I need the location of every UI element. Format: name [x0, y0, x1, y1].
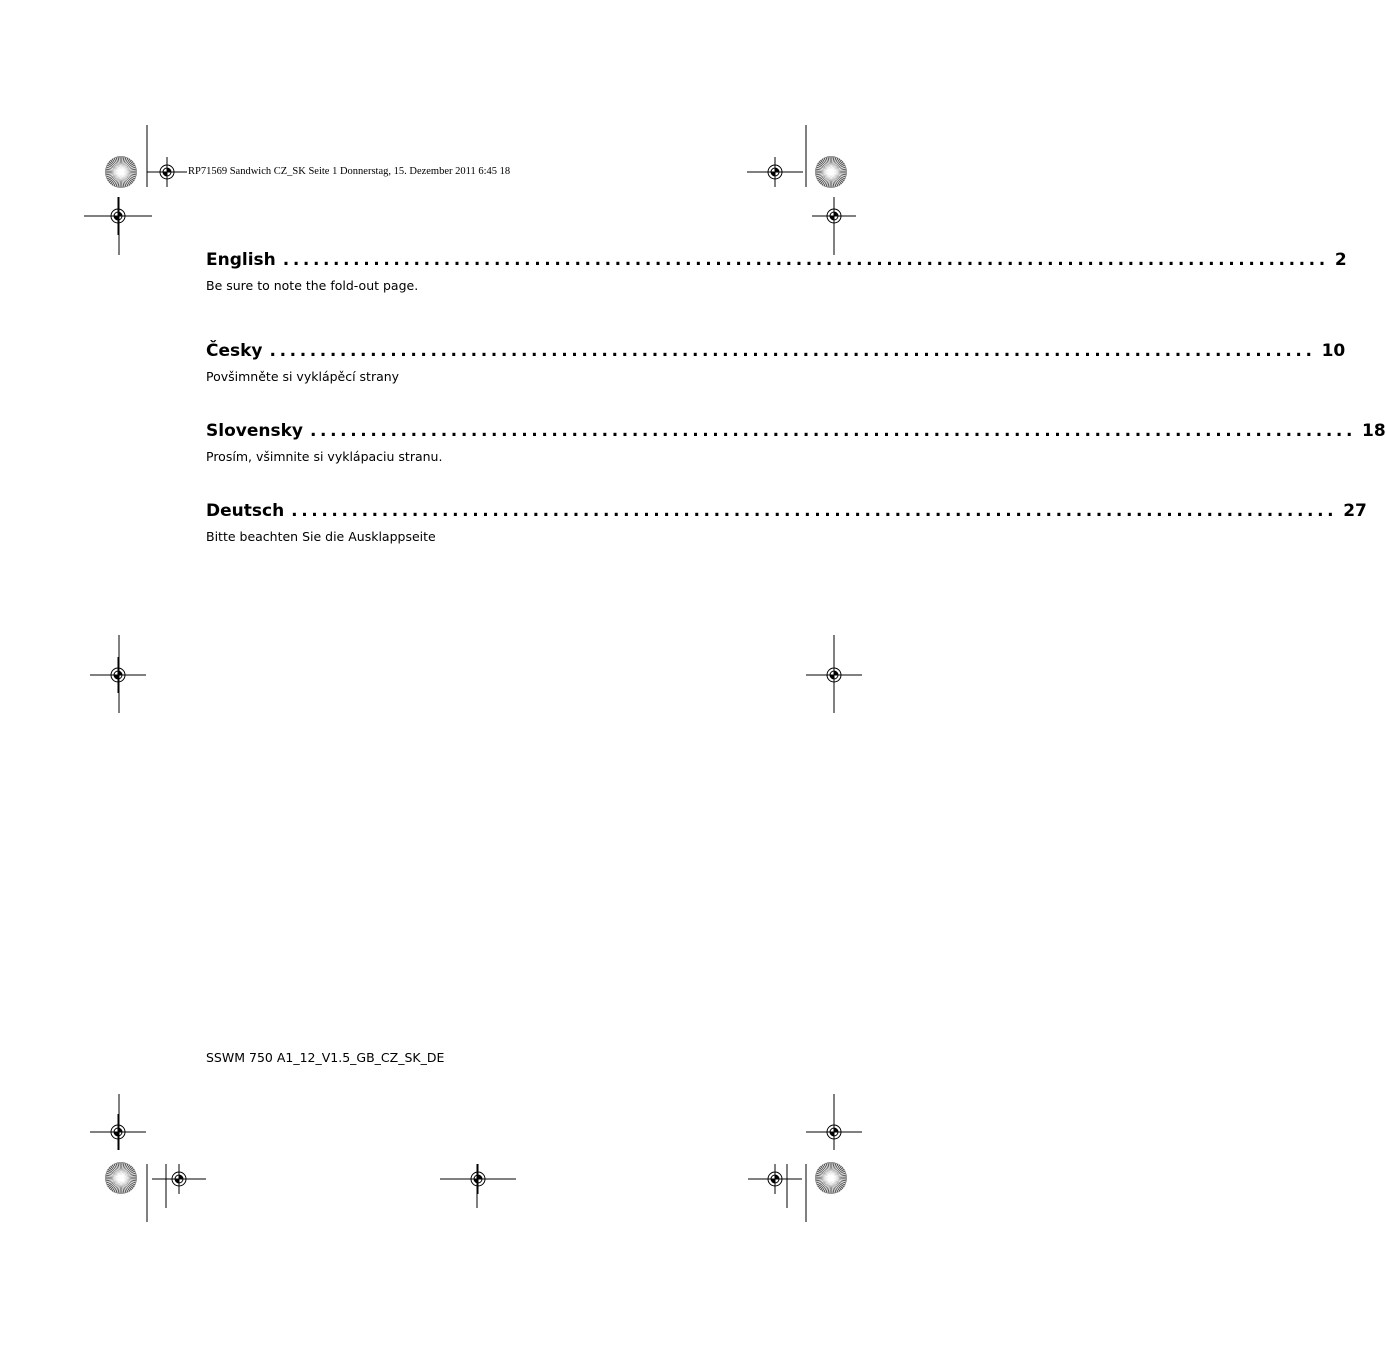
- toc-subtitle: Prosím, všimnite si vyklápaciu stranu.: [206, 449, 443, 464]
- toc-title: English: [206, 250, 276, 270]
- toc-dot-leader: ........................................................................................................: [282, 250, 1329, 270]
- toc-subtitle: Povšimněte si vyklápěcí strany: [206, 369, 400, 384]
- toc-title: Slovensky: [206, 421, 303, 441]
- toc-dot-leader: ........................................................................................................: [291, 501, 1338, 521]
- toc-page-number: 10: [1321, 341, 1346, 361]
- toc-page-number: 18: [1362, 421, 1386, 441]
- document-code: SSWM 750 A1_12_V1.5_GB_CZ_SK_DE: [206, 1050, 445, 1065]
- toc-dot-leader: ........................................................................................................: [309, 421, 1357, 441]
- toc-subtitle: Be sure to note the fold-out page.: [206, 278, 419, 293]
- print-info-header: RP71569 Sandwich CZ_SK Seite 1 Donnerstag, 15. Dezember 2011 6:45 18: [188, 166, 511, 177]
- toc-page-number: 27: [1343, 501, 1367, 521]
- toc-title: Česky: [206, 341, 263, 361]
- toc-title: Deutsch: [206, 501, 285, 521]
- toc-dot-leader: ........................................................................................................: [269, 341, 1316, 361]
- toc-subtitle: Bitte beachten Sie die Ausklappseite: [206, 529, 436, 544]
- toc-page-number: 2: [1334, 250, 1347, 270]
